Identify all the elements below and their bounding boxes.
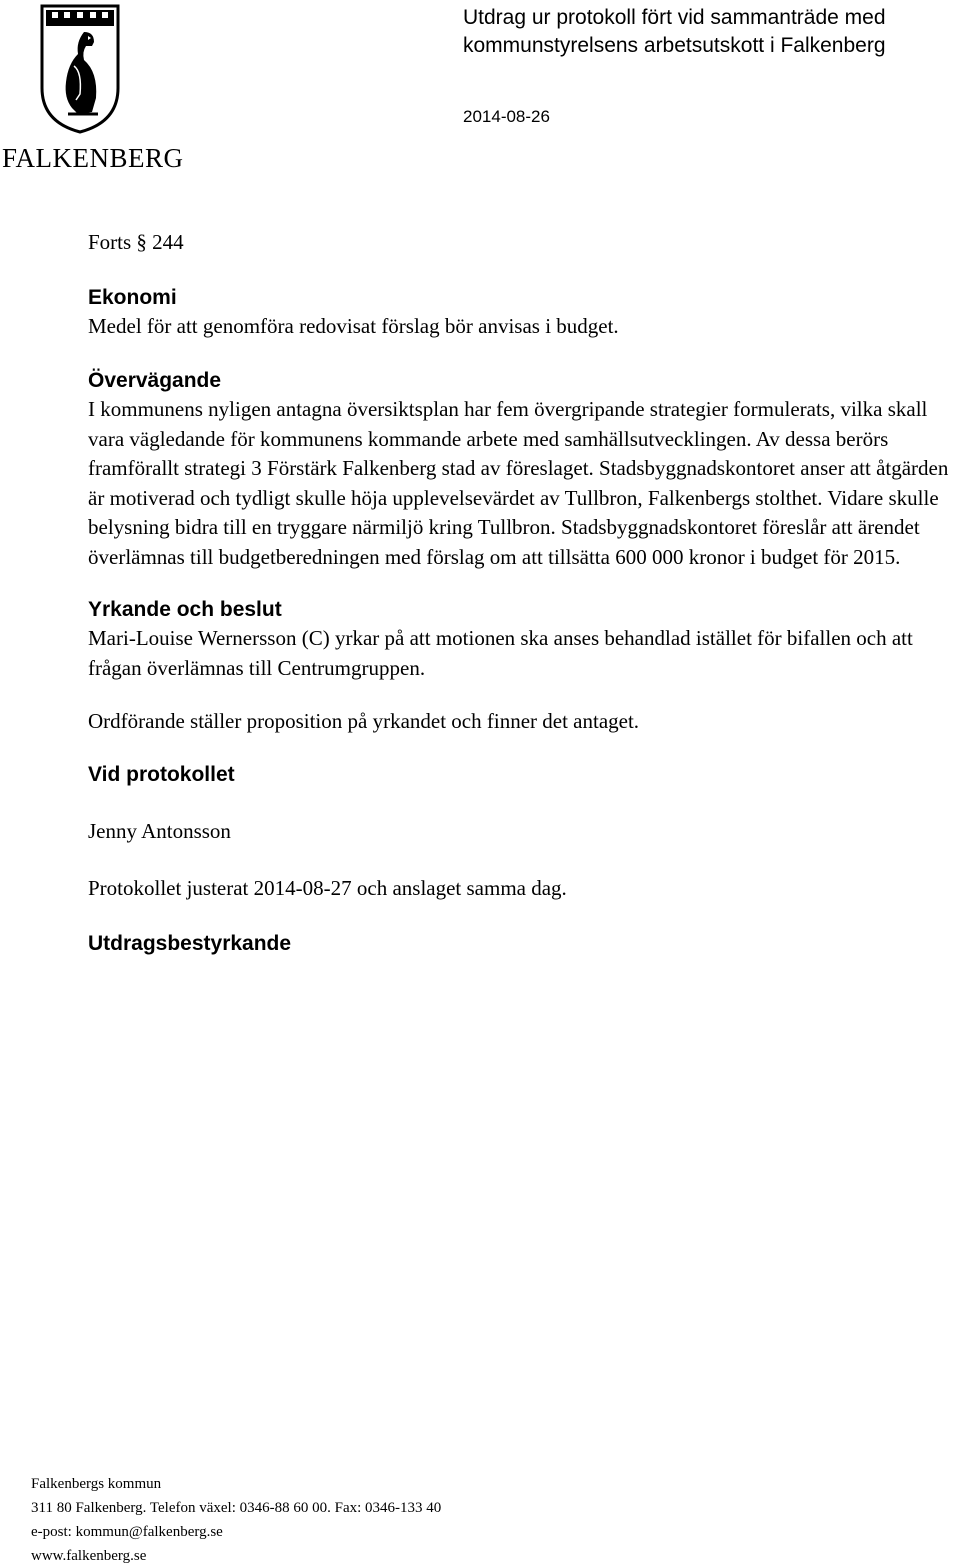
logo-wordmark: FALKENBERG <box>2 143 184 173</box>
falcon-crest-icon <box>38 2 122 134</box>
heading-vid-protokollet: Vid protokollet <box>88 762 235 786</box>
text-overvagande: I kommunens nyligen antagna översiktsplan har fem övergripande strategier formulerats, vilka skall vara vägledande för kommunens kommande arbete med samhällsutvecklingen. Av dessa berörs framförallt strategi 3 Förstärk Falkenberg stad av föreslaget. Stadsbyggnadskontoret anser att åtgärden är motiverad och tydligt skulle höja upplevelsevärdet av Tullbron, Falkenbergs stolthet. Vidare skulle belysning bidra till en tryggare närmiljö kring Tullbron. Stadsbyggnadskontoret föreslår att ärendet överlämnas till budgetberedningen med förslag om att tillsätta 600 000 kronor i budget för 2015. <box>88 397 949 569</box>
heading-utdragsbestyrkande: Utdragsbestyrkande <box>88 931 292 955</box>
footer-web: www.falkenberg.se <box>31 1548 147 1564</box>
section-number: Forts § 244 <box>88 230 184 254</box>
footer <box>31 1472 441 1568</box>
justerat-text: Protokollet justerat 2014-08-27 och anslaget samma dag. <box>88 876 567 900</box>
footer-address: 311 80 Falkenberg. Telefon växel: 0346-88 60 00. Fax: 0346-133 40 <box>31 1500 442 1516</box>
text-proposition: Ordförande ställer proposition på yrkandet och finner det antaget. <box>88 709 640 733</box>
title-line-2: kommunstyrelsens arbetsutskott i Falkenberg <box>463 34 886 57</box>
document-title <box>463 4 886 60</box>
footer-email: e-post: kommun@falkenberg.se <box>31 1524 223 1540</box>
title-line-1: Utdrag ur protokoll fört vid sammanträde med <box>463 6 886 29</box>
heading-yrkande: Yrkande och beslut <box>88 598 282 621</box>
meeting-date: 2014-08-26 <box>463 107 550 126</box>
heading-ekonomi: Ekonomi <box>88 285 177 309</box>
secretary-name: Jenny Antonsson <box>88 818 231 843</box>
document-body <box>88 228 958 958</box>
heading-overvagande: Övervägande <box>88 369 222 392</box>
text-ekonomi: Medel för att genomföra redovisat förslag bör anvisas i budget. <box>88 313 619 338</box>
text-yrkande: Mari-Louise Wernersson (C) yrkar på att motionen ska anses behandlad istället för bifallen och att frågan överlämnas till Centrumgruppen. <box>88 626 913 680</box>
footer-org: Falkenbergs kommun <box>31 1476 162 1492</box>
